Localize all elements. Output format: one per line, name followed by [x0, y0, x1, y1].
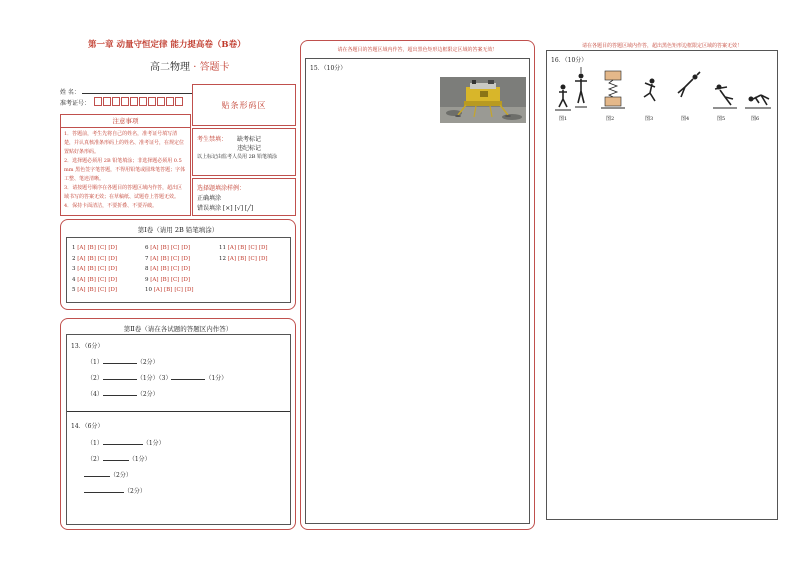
notice-item: 3．请按题号顺序在各题目的答题区域内作答，超出区域书写的答案无效；在草稿纸、试题卷上答题无效。	[64, 185, 183, 200]
exam-id-boxes[interactable]	[94, 97, 183, 106]
name-row	[60, 87, 192, 96]
athlete-dive-figure	[675, 71, 701, 101]
fig-label: 图4	[681, 116, 690, 122]
part1-grid	[66, 237, 291, 303]
answer-blank[interactable]	[103, 358, 137, 364]
fig-label: 图5	[717, 116, 726, 122]
q13-head: 13．（6分）	[71, 343, 104, 350]
q16-figures	[551, 63, 773, 125]
page-title: 第一章 动量守恒定律 能力提高卷（B卷）	[88, 40, 246, 50]
q15-head: 15．（10分）	[310, 65, 347, 72]
middle-banner: 请在各题目的答题区域内作答，超出黑色矩形边框限定区域的答案无效！	[337, 47, 498, 53]
missing-mark[interactable]	[237, 134, 261, 143]
subtitle-dot: ·	[193, 62, 197, 73]
mc-row[interactable]: 1 [A] [B] [C] [D]	[72, 245, 118, 251]
q14-line3: （2分）	[84, 470, 132, 479]
notice-item: 4．保持卡面清洁，不要折叠、不要弄破。	[64, 203, 158, 209]
barcode-label: 贴条形码区	[221, 100, 267, 110]
q14-line4: （2分）	[84, 486, 146, 495]
exam-id-box[interactable]	[157, 97, 165, 106]
name-label: 姓 名：	[60, 89, 80, 96]
fig-label: 图6	[751, 116, 760, 122]
fill-correct: 正确填涂	[197, 195, 222, 202]
mc-row[interactable]: 11 [A] [B] [C] [D]	[219, 245, 268, 251]
q16-head: 16．（10分）	[551, 57, 588, 64]
mc-row[interactable]: 6 [A] [B] [C] [D]	[145, 245, 191, 251]
exam-id-box[interactable]	[130, 97, 138, 106]
fill-example-title: 选择题填涂样例：	[197, 185, 246, 192]
answer-blank[interactable]	[103, 374, 137, 380]
mc-row[interactable]: 7 [A] [B] [C] [D]	[145, 255, 191, 262]
mc-row[interactable]: 2 [A] [B] [C] [D]	[72, 255, 118, 262]
subtitle-main: 高二物理	[150, 62, 190, 73]
notice-item: 1．答题前，考生先将自己的姓名，准考证号填写清楚，并认真核准条形码上的姓名、准考证号，在规定位置贴好条形码。	[64, 131, 185, 155]
spring-blocks-figure	[601, 69, 625, 111]
missing-label: 缺考标记	[237, 136, 262, 143]
exam-id-box[interactable]	[121, 97, 129, 106]
answer-blank[interactable]	[103, 439, 143, 445]
right-banner: 请在各题目的答题区域内作答，超出黑色矩形边框限定区域的答案无效！	[581, 43, 742, 49]
mc-row[interactable]: 3 [A] [B] [C] [D]	[72, 266, 118, 272]
athlete-roll-figure	[745, 85, 771, 111]
page-subtitle	[150, 58, 230, 73]
exam-id-box[interactable]	[166, 97, 174, 106]
q15-area[interactable]	[305, 58, 530, 524]
answer-blank[interactable]	[84, 471, 110, 477]
q13-line3: （4） （2分）	[87, 391, 159, 398]
violation-mark[interactable]	[237, 143, 261, 152]
exam-id-box[interactable]	[94, 97, 102, 106]
exam-id-box[interactable]	[103, 97, 111, 106]
mc-row[interactable]: 12 [A] [B] [C] [D]	[219, 255, 268, 262]
answer-blank[interactable]	[171, 374, 205, 380]
violation-label: 违纪标记	[237, 145, 262, 152]
fig-label: 图2	[606, 116, 615, 122]
part2-box	[60, 318, 296, 530]
athlete-land-figure	[711, 81, 737, 111]
athlete-stand-figure	[571, 67, 591, 113]
answer-blank[interactable]	[103, 455, 129, 461]
fill-example-box	[192, 178, 296, 216]
q16-area[interactable]	[546, 50, 778, 520]
fill-wrong: 错误填涂 [×] [√] [╱]	[197, 205, 254, 212]
mc-row[interactable]: 8 [A] [B] [C] [D]	[145, 266, 191, 272]
mc-row[interactable]: 9 [A] [B] [C] [D]	[145, 276, 191, 283]
mc-row[interactable]: 5 [A] [B] [C] [D]	[72, 287, 118, 293]
candidate-box	[192, 128, 296, 176]
q13-line2: （2） （1分）（3） （1分）	[87, 375, 228, 382]
athlete-jump-figure	[641, 77, 661, 107]
notice-item: 2．选择题必须用 2B 铅笔填涂；非选择题必须用 0.5 mm 黑色签字笔答题，不得用铅笔或圆珠笔答题；字体工整、笔迹清晰。	[64, 158, 186, 182]
notice-title: 注意事项	[61, 115, 190, 128]
lunar-lander-image	[440, 77, 526, 123]
exam-id-box[interactable]	[139, 97, 147, 106]
part1-title: 第Ⅰ卷（请用 2B 铅笔填涂）	[137, 226, 219, 234]
exam-id-box[interactable]	[112, 97, 120, 106]
exam-id-box[interactable]	[148, 97, 156, 106]
middle-panel	[300, 40, 535, 530]
q13-line1: （1） （2分）	[87, 359, 159, 366]
fig-label: 图1	[559, 116, 568, 122]
candidate-label: 考生禁填：	[197, 136, 228, 143]
name-field[interactable]	[82, 88, 192, 94]
barcode-area	[192, 84, 296, 126]
answer-blank[interactable]	[84, 487, 124, 493]
exam-id-label: 准考证号：	[60, 100, 91, 107]
q14-line1: （1） （1分）	[87, 440, 165, 447]
subtitle-tag: 答题卡	[199, 62, 230, 73]
q14-head: 14．（6分）	[71, 423, 104, 430]
mc-row[interactable]: 4 [A] [B] [C] [D]	[72, 276, 118, 283]
exam-id-box[interactable]	[175, 97, 183, 106]
athlete-crouch-figure	[555, 83, 571, 113]
part1-box	[60, 219, 296, 310]
fig-label: 图3	[645, 116, 654, 122]
answer-blank[interactable]	[103, 390, 137, 396]
exam-id-row	[60, 98, 90, 107]
candidate-note: 以上标记由监考人员用 2B 铅笔填涂	[197, 154, 278, 160]
mc-row[interactable]: 10 [A] [B] [C] [D]	[145, 287, 194, 293]
notice-box	[60, 114, 191, 216]
part2-title: 第Ⅱ卷（请在各试题的答题区内作答）	[123, 325, 233, 333]
part2-area	[66, 334, 291, 525]
q14-line2: （2） （1分）	[87, 456, 151, 463]
divider	[67, 411, 290, 412]
